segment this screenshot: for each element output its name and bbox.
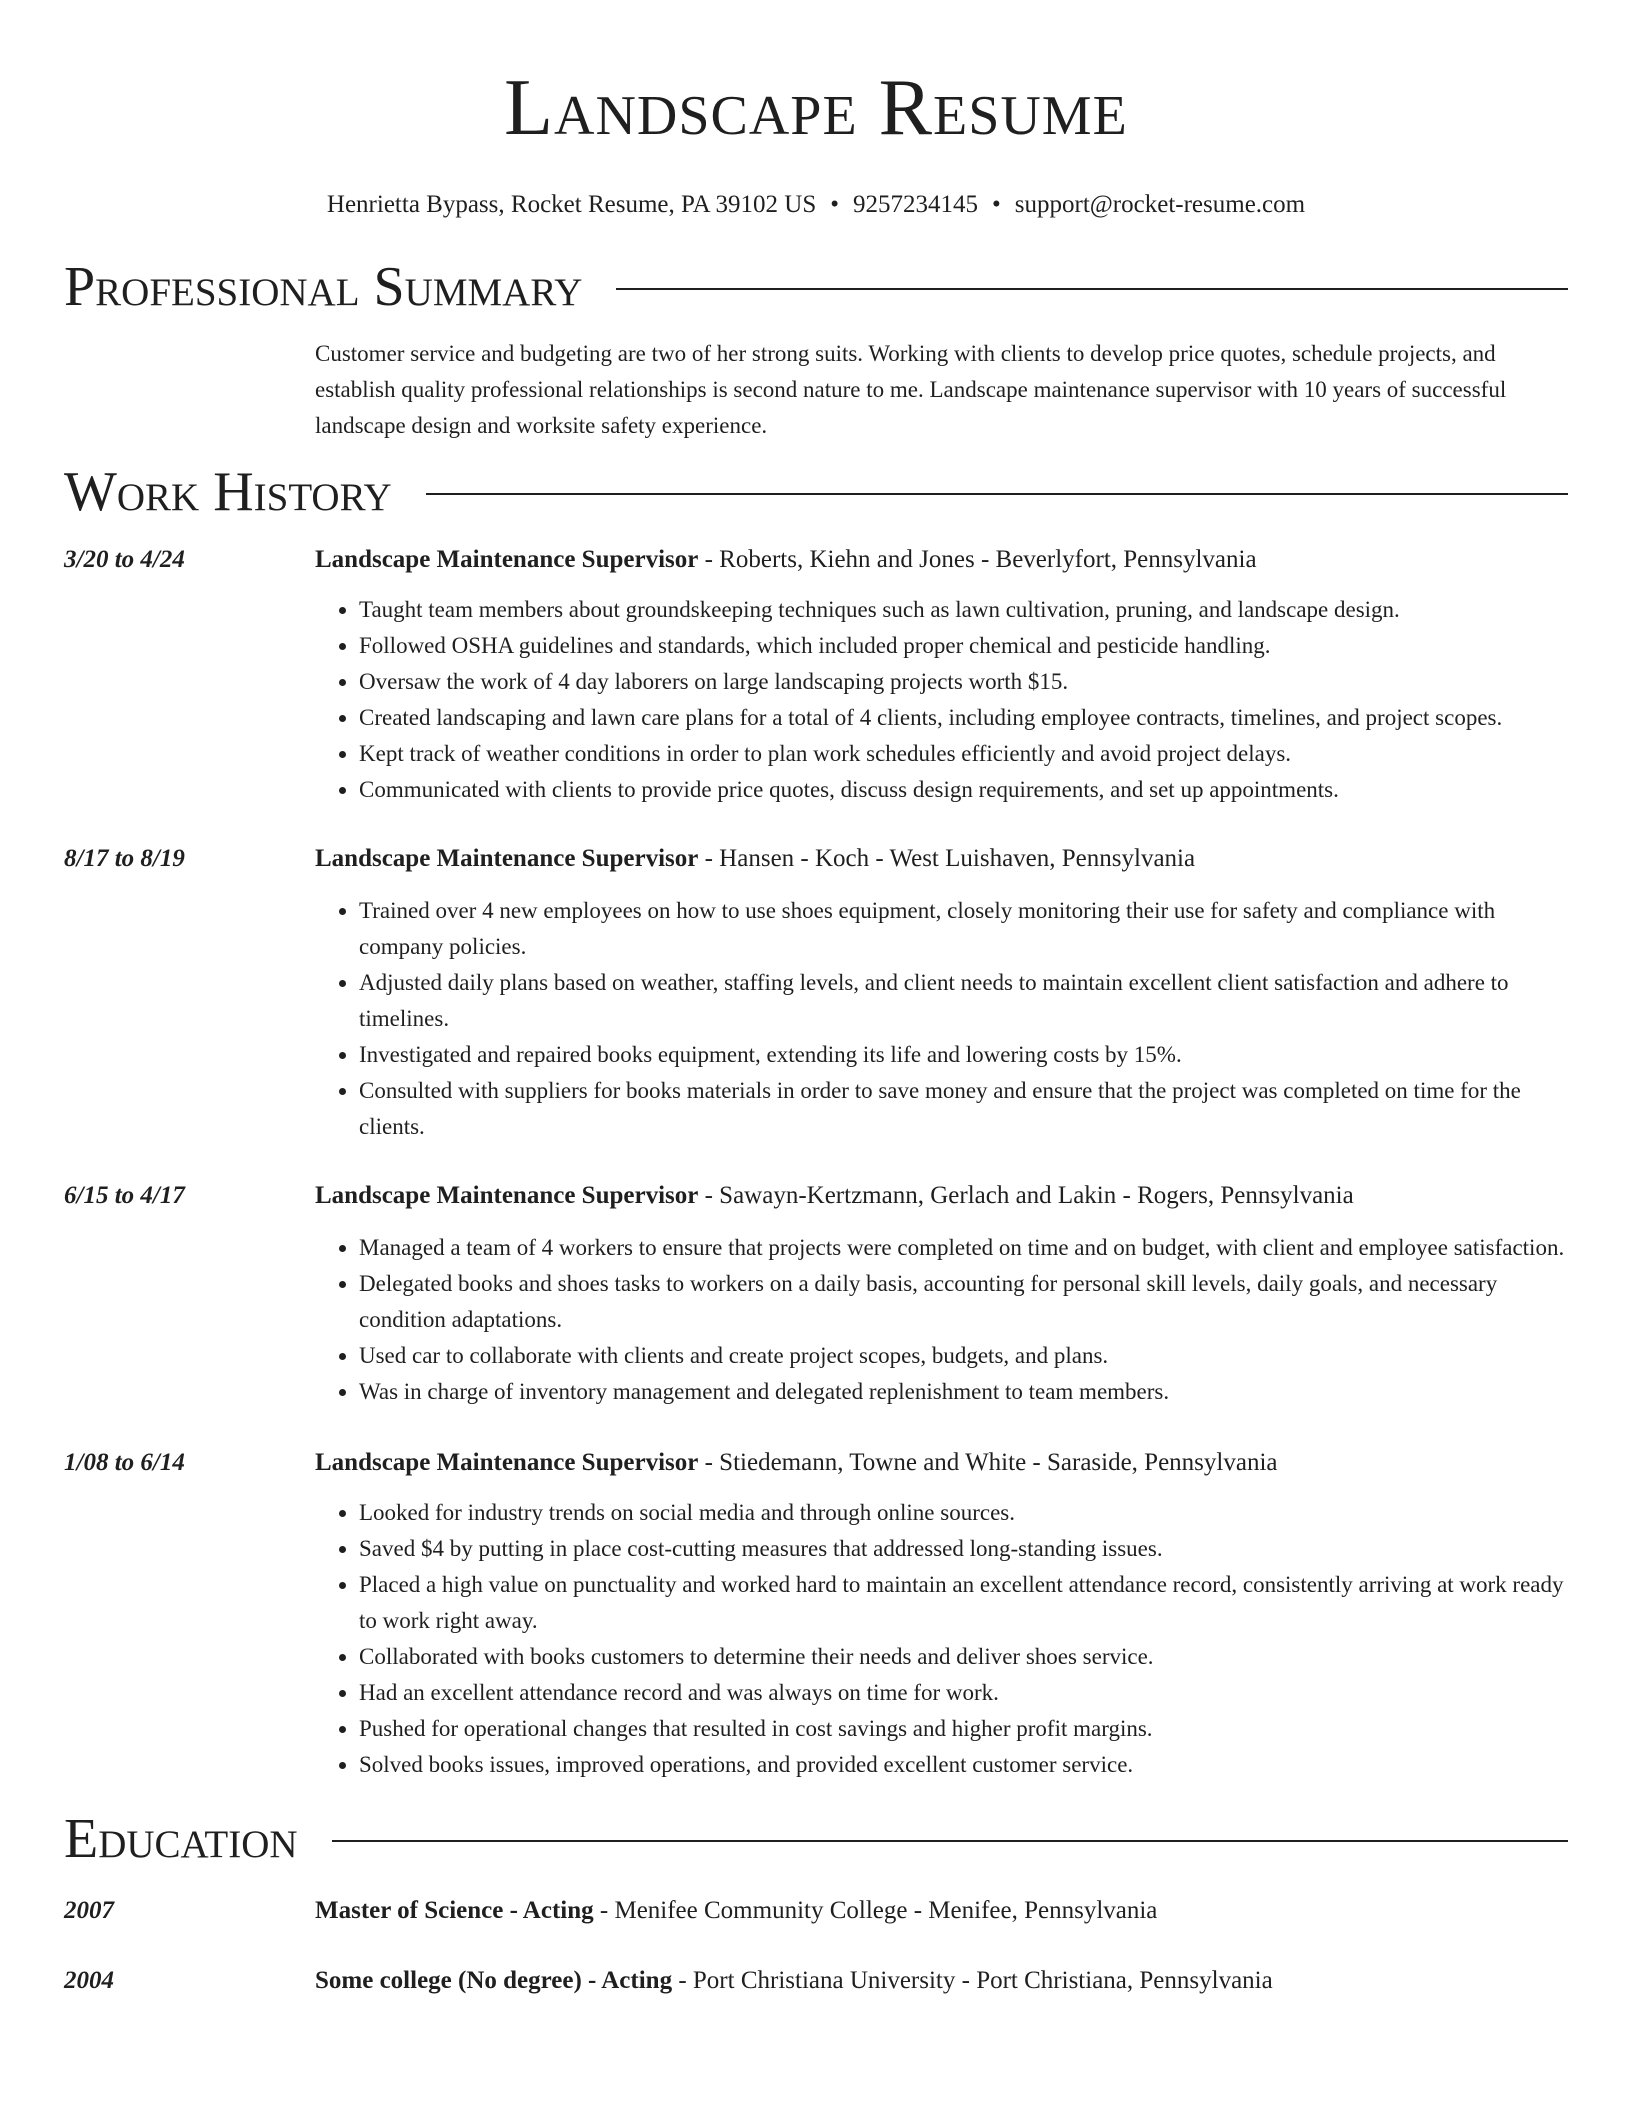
job-bullet: • Taught team members about groundskeeping techniques such as lawn cultivation, pruning, and landscape design. — [359, 592, 1568, 628]
job-details: - Hansen - Koch - West Luishaven, Pennsylvania — [698, 845, 1196, 872]
education-details: - Port Christiana University - Port Christiana, Pennsylvania — [672, 1967, 1273, 1994]
education-degree: Some college (No degree) - Acting — [315, 1967, 673, 1994]
job-bullet: • Used car to collaborate with clients and create project scopes, budgets, and plans. — [359, 1338, 1568, 1374]
job-bullet: • Investigated and repaired books equipment, extending its life and lowering costs by 15%. — [359, 1037, 1568, 1073]
job-role: Landscape Maintenance Supervisor — [315, 546, 699, 573]
job-content — [315, 542, 1568, 808]
job-details: - Roberts, Kiehn and Jones - Beverlyfort, Pennsylvania — [698, 546, 1257, 573]
job-bullet: • Delegated books and shoes tasks to workers on a daily basis, accounting for personal skill levels, daily goals, and necessary condition adaptations. — [359, 1266, 1568, 1338]
job-content — [315, 841, 1568, 1145]
job-bullets — [315, 1495, 1568, 1783]
contact-address: Henrietta Bypass, Rocket Resume, PA 39102 US — [326, 191, 817, 218]
job-dates: 3/20 to 4/24 — [64, 546, 185, 573]
job-bullet: • Communicated with clients to provide price quotes, discuss design requirements, and set up appointments. — [359, 772, 1568, 808]
job-dates: 8/17 to 8/19 — [64, 845, 185, 872]
job-details: - Stiedemann, Towne and White - Saraside, Pennsylvania — [698, 1449, 1278, 1476]
contact-line — [64, 190, 1568, 220]
education-details: - Menifee Community College - Menifee, Pennsylvania — [593, 1897, 1158, 1924]
job-bullet: • Solved books issues, improved operations, and provided excellent customer service. — [359, 1747, 1568, 1783]
job-role: Landscape Maintenance Supervisor — [315, 1449, 699, 1476]
education-entry — [64, 1963, 1568, 1999]
job-title-line — [315, 542, 1568, 578]
job-bullet: • Adjusted daily plans based on weather, staffing levels, and client needs to maintain excellent client satisfaction and adhere to timelines. — [359, 965, 1568, 1037]
job-bullet: • Saved $4 by putting in place cost-cutting measures that addressed long-standing issues. — [359, 1531, 1568, 1567]
job-bullet: • Looked for industry trends on social media and through online sources. — [359, 1495, 1568, 1531]
job-dates: 6/15 to 4/17 — [64, 1182, 185, 1209]
section-divider — [616, 288, 1568, 290]
contact-separator: • — [992, 191, 1001, 218]
section-divider — [332, 1840, 1568, 1842]
job-bullet: • Had an excellent attendance record and was always on time for work. — [359, 1675, 1568, 1711]
job-bullet: • Consulted with suppliers for books materials in order to save money and ensure that the project was completed on time for the clients. — [359, 1073, 1568, 1145]
job-details: - Sawayn-Kertzmann, Gerlach and Lakin - Rogers, Pennsylvania — [698, 1182, 1354, 1209]
summary-section-title: Professional Summary — [64, 256, 583, 318]
job-entry — [64, 1445, 1568, 1783]
job-entry — [64, 542, 1568, 808]
job-title-line — [315, 1445, 1568, 1481]
education-year: 2007 — [64, 1897, 114, 1924]
job-bullet: • Followed OSHA guidelines and standards, which included proper chemical and pesticide handling. — [359, 628, 1568, 664]
job-entry — [64, 841, 1568, 1145]
job-bullet: • Oversaw the work of 4 day laborers on large landscaping projects worth $15. — [359, 664, 1568, 700]
job-dates: 1/08 to 6/14 — [64, 1449, 185, 1476]
job-bullet: • Collaborated with books customers to determine their needs and deliver shoes service. — [359, 1639, 1568, 1675]
education-line — [315, 1963, 1568, 1999]
education-entry — [64, 1893, 1568, 1929]
job-bullet: • Managed a team of 4 workers to ensure that projects were completed on time and on budget, with client and employee satisfaction. — [359, 1230, 1568, 1266]
job-content — [315, 1445, 1568, 1783]
job-entry — [64, 1178, 1568, 1410]
education-section-title: Education — [64, 1808, 298, 1870]
job-title-line — [315, 841, 1568, 877]
job-bullet: • Was in charge of inventory management and delegated replenishment to team members. — [359, 1374, 1568, 1410]
contact-email: support@rocket-resume.com — [1014, 191, 1306, 218]
work-section-header — [64, 460, 1568, 524]
summary-section-header — [64, 255, 1568, 319]
education-degree: Master of Science - Acting — [315, 1897, 594, 1924]
job-title-line — [315, 1178, 1568, 1214]
job-bullets — [315, 592, 1568, 808]
education-section-header — [64, 1807, 1568, 1871]
job-role: Landscape Maintenance Supervisor — [315, 845, 699, 872]
section-divider — [426, 493, 1568, 495]
job-bullets — [315, 1230, 1568, 1410]
contact-separator: • — [830, 191, 840, 218]
job-bullet: • Trained over 4 new employees on how to use shoes equipment, closely monitoring their use for safety and compliance with company policies. — [359, 893, 1568, 965]
resume-name: Landscape Resume — [504, 64, 1128, 152]
job-content — [315, 1178, 1568, 1410]
job-bullet: • Kept track of weather conditions in order to plan work schedules efficiently and avoid project delays. — [359, 736, 1568, 772]
contact-phone: 9257234145 — [853, 191, 979, 218]
job-role: Landscape Maintenance Supervisor — [315, 1182, 699, 1209]
job-bullet: • Placed a high value on punctuality and worked hard to maintain an excellent attendance record, consistently arriving at work ready to work right away. — [359, 1567, 1568, 1639]
job-bullets — [315, 893, 1568, 1145]
work-section-title: Work History — [64, 461, 392, 523]
summary-text: Customer service and budgeting are two of her strong suits. Working with clients to develop price quotes, schedule projects, and establish quality professional relationships is second nature to me. Landscape maintenance supervisor with 10 years of successful landscape design and worksite safety experience. — [315, 341, 1507, 438]
job-bullet: • Pushed for operational changes that resulted in cost savings and higher profit margins. — [359, 1711, 1568, 1747]
resume-page — [64, 0, 1568, 1999]
job-bullet: • Created landscaping and lawn care plans for a total of 4 clients, including employee contracts, timelines, and project scopes. — [359, 700, 1568, 736]
education-year: 2004 — [64, 1967, 114, 1994]
education-line — [315, 1893, 1568, 1929]
